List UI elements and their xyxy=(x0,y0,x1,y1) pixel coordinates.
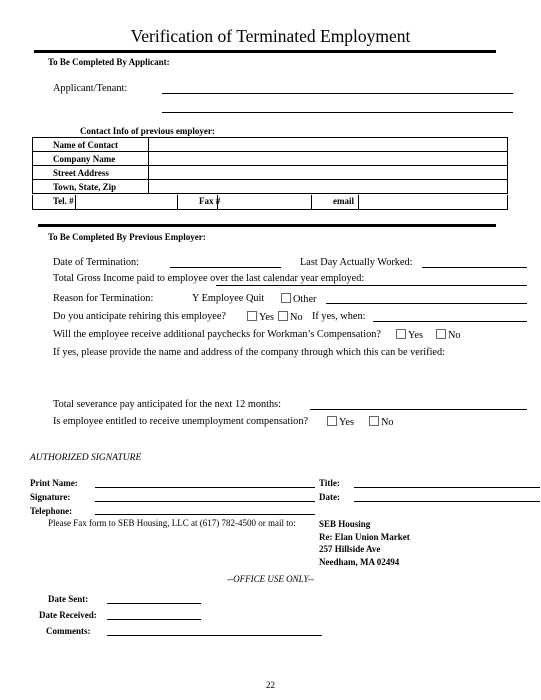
date-sent-label: Date Sent: xyxy=(48,594,89,604)
page-title: Verification of Terminated Employment xyxy=(130,26,411,46)
last-day-line[interactable] xyxy=(422,267,527,268)
address-line: 257 Hillside Ave xyxy=(319,544,381,554)
other-label: Other xyxy=(293,294,317,305)
checkbox[interactable] xyxy=(436,329,446,339)
contact-name-label: Name of Contact xyxy=(33,138,149,152)
town-state-zip-label: Town, State, Zip xyxy=(33,180,149,194)
yes-label: Yes xyxy=(339,417,354,428)
fax-label: Fax # xyxy=(199,196,221,206)
telephone-line[interactable] xyxy=(95,514,315,515)
applicant-section-heading: To Be Completed By Applicant: xyxy=(48,57,170,67)
no-label: No xyxy=(290,312,303,323)
date-termination-line[interactable] xyxy=(170,267,281,268)
tel-field[interactable] xyxy=(76,195,176,209)
address-line: Needham, MA 02494 xyxy=(319,556,400,567)
title-label: Title: xyxy=(319,478,340,488)
title-line[interactable] xyxy=(354,487,540,488)
contact-name-field[interactable] xyxy=(149,138,508,152)
table-row xyxy=(33,180,508,194)
page-number: 22 xyxy=(266,680,275,690)
no-label: No xyxy=(381,417,394,428)
unemployment-yes-option[interactable] xyxy=(327,416,354,428)
email-field[interactable] xyxy=(359,195,507,209)
checkbox[interactable] xyxy=(369,416,379,426)
date-received-label: Date Received: xyxy=(39,610,97,620)
yes-label: Yes xyxy=(259,312,274,323)
office-use-heading: --OFFICE USE ONLY-- xyxy=(227,574,314,584)
address-line: SEB Housing xyxy=(319,519,371,529)
yes-label: Yes xyxy=(408,330,423,341)
employer-section-heading: To Be Completed By Previous Employer: xyxy=(48,232,206,242)
unemployment-question: Is employee entitled to receive unemployment compensation? xyxy=(53,416,309,427)
print-name-line[interactable] xyxy=(95,487,315,488)
title-rule xyxy=(34,50,496,53)
unemployment-no-option[interactable] xyxy=(369,416,394,428)
company-name-label: Company Name xyxy=(33,152,149,166)
rehire-question: Do you anticipate rehiring this employee? xyxy=(53,311,226,322)
email-label: email xyxy=(333,196,354,206)
tel-label: Tel. # xyxy=(53,196,74,206)
no-label: No xyxy=(448,330,461,341)
signature-label: Signature: xyxy=(30,492,71,502)
if-yes-when-label: If yes, when: xyxy=(312,311,366,322)
comments-line[interactable] xyxy=(107,635,322,636)
severance-label: Total severance pay anticipated for the next 12 months: xyxy=(53,399,282,410)
address-line: Re: Elan Union Market xyxy=(319,531,410,542)
signature-line[interactable] xyxy=(95,501,315,502)
authorized-signature-heading: AUTHORIZED SIGNATURE xyxy=(30,453,142,463)
contact-table xyxy=(32,137,508,194)
town-state-zip-field[interactable] xyxy=(149,180,508,194)
date-termination-label: Date of Termination: xyxy=(53,257,140,268)
last-day-label: Last Day Actually Worked: xyxy=(300,257,413,268)
checkbox[interactable] xyxy=(396,329,406,339)
company-name-field[interactable] xyxy=(149,152,508,166)
street-address-label: Street Address xyxy=(33,166,149,180)
fax-field[interactable] xyxy=(218,195,310,209)
contact-info-heading: Contact Info of previous employer: xyxy=(80,126,215,136)
section-rule xyxy=(38,224,496,227)
applicant-tenant-label: Applicant/Tenant: xyxy=(53,83,128,94)
checkbox[interactable] xyxy=(327,416,337,426)
street-address-field[interactable] xyxy=(149,166,508,180)
tel-fax-email-row xyxy=(32,195,508,210)
date-received-line[interactable] xyxy=(107,619,201,620)
checkbox[interactable] xyxy=(278,311,288,321)
print-name-label: Print Name: xyxy=(30,478,78,488)
gross-income-label: Total Gross Income paid to employee over the last calendar year employed: xyxy=(53,273,365,284)
table-row xyxy=(33,152,508,166)
applicant-tenant-line-1[interactable] xyxy=(162,93,513,94)
applicant-tenant-line-2[interactable] xyxy=(162,112,513,113)
comments-label: Comments: xyxy=(46,626,91,636)
checkbox[interactable] xyxy=(247,311,257,321)
employee-quit-option[interactable]: Y Employee Quit xyxy=(192,293,265,304)
table-row xyxy=(33,166,508,180)
fax-instructions: Please Fax form to SEB Housing, LLC at (617) 782-4500 or mail to: xyxy=(48,518,296,528)
if-yes-company-label: If yes, please provide the name and address of the company through which this can be verified: xyxy=(53,347,446,358)
reason-label: Reason for Termination: xyxy=(53,293,154,304)
if-yes-when-line[interactable] xyxy=(373,321,527,322)
telephone-label: Telephone: xyxy=(30,506,73,516)
rehire-no-option[interactable] xyxy=(278,311,303,323)
other-option[interactable] xyxy=(281,293,316,305)
date-line[interactable] xyxy=(354,501,540,502)
checkbox[interactable] xyxy=(281,293,291,303)
reason-other-line[interactable] xyxy=(326,303,527,304)
mail-address xyxy=(319,518,410,568)
severance-line[interactable] xyxy=(310,409,527,410)
date-sent-line[interactable] xyxy=(107,603,201,604)
paychecks-question: Will the employee receive additional paychecks for Workman’s Compensation? xyxy=(53,329,381,340)
rehire-yes-option[interactable] xyxy=(247,311,274,323)
paychecks-no-option[interactable] xyxy=(436,329,461,341)
gross-income-line[interactable] xyxy=(216,285,527,286)
table-row xyxy=(33,138,508,152)
date-label: Date: xyxy=(319,492,340,502)
paychecks-yes-option[interactable] xyxy=(396,329,423,341)
